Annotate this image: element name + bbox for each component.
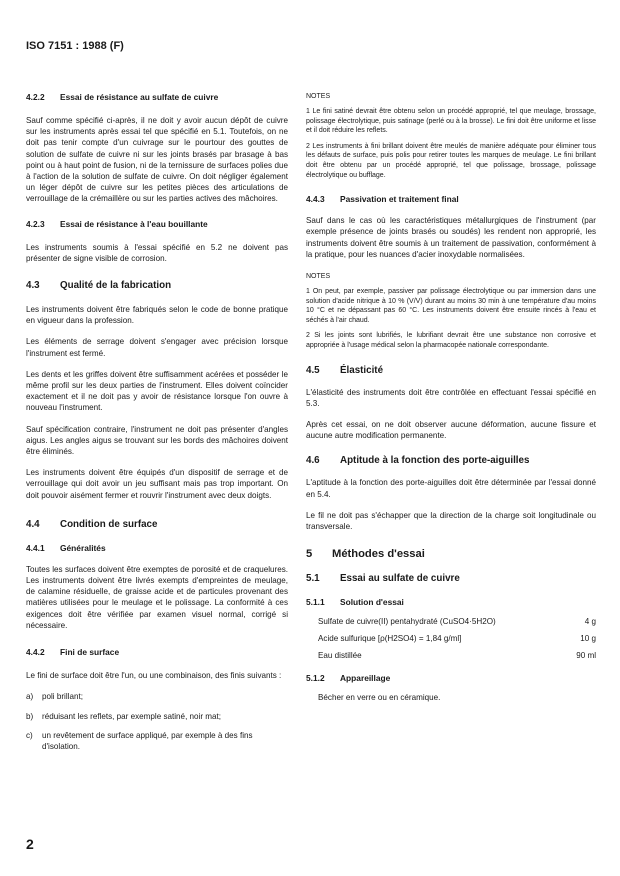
surface-finish-list: [26, 691, 288, 752]
reagent-list: [306, 616, 596, 661]
section-4-3-paragraph-3: Les dents et les griffes doivent être suffisamment acérées et posséder le même profil sur les deux parties de l'instrument. Elles doivent coïncider exactement et il ne doit pas y avoir de résistance lorsque l'on ouvre à nouveau l'instrument.: [26, 369, 288, 413]
section-4-5-paragraph-2: Après cet essai, on ne doit observer aucune déformation, aucune fissure et aucune autre modification permanente.: [306, 419, 596, 441]
section-5-1-2-paragraph: Bécher en verre ou en céramique.: [318, 693, 441, 703]
section-5-1-heading: 5.1 Essai au sulfate de cuivre: [306, 573, 460, 585]
note-1: 1 Le fini satiné devrait être obtenu selon un procédé approprié, tel que meulage, brossage, polissage électrolytique, puis satinage (perlé ou à la brosse). Le fini doit être uniforme et lisse et il doit réduire les reflets.: [306, 108, 596, 135]
left-column: [26, 92, 288, 752]
section-4-4-3-heading: 4.4.3 Passivation et traitement final: [306, 194, 459, 205]
list-item: b) réduisant les reflets, par exemple satiné, noir mat;: [26, 711, 222, 721]
section-5-1-1-heading: 5.1.1 Solution d'essai: [306, 597, 404, 608]
note-2: 2 Si les joints sont lubrifiés, le lubrifiant devrait être une substance non corrosive et appropriée à l'usage médical selon la pharmacopée nationale correspondante.: [306, 332, 596, 349]
reagent-row: Eau distillée 90 ml: [318, 651, 596, 661]
section-4-4-heading: 4.4 Condition de surface: [26, 518, 158, 530]
section-4-2-3-paragraph: Les instruments soumis à l'essai spécifié en 5.2 ne doivent pas présenter de signe visible de corrosion.: [26, 242, 288, 263]
right-column: [306, 92, 596, 703]
list-item: a) poli brillant;: [26, 692, 83, 702]
section-4-3-heading: 4.3 Qualité de la fabrication: [26, 280, 172, 292]
section-5-heading: 5 Méthodes d'essai: [306, 548, 425, 561]
reagent-row: Sulfate de cuivre(II) pentahydraté (CuSO4·5H2O) 4 g: [318, 617, 596, 627]
reagent-row: Acide sulfurique [ρ(H2SO4) = 1,84 g/ml] 10 g: [318, 634, 596, 644]
section-4-6-heading: 4.6 Aptitude à la fonction des porte-aiguilles: [306, 455, 530, 467]
notes-heading: NOTES: [306, 93, 331, 100]
list-item: c) un revêtement de surface appliqué, par exemple à des fins d'isolation.: [26, 730, 253, 751]
section-4-5-heading: 4.5 Élasticité: [306, 364, 384, 376]
section-4-4-2-paragraph: Le fini de surface doit être l'un, ou une combinaison, des finis suivants :: [26, 671, 282, 681]
section-4-4-2-heading: 4.4.2 Fini de surface: [26, 647, 120, 658]
section-4-3-paragraph-5: Les instruments doivent être équipés d'un dispositif de serrage et de verrouillage qui doit avoir un jeu suffisant mais pas trop important. On doit pouvoir aisément fermer et rouvrir l'instrument avec deux doigts.: [26, 468, 288, 500]
notes-heading: NOTES: [306, 272, 331, 280]
section-4-6-paragraph-1: L'aptitude à la fonction des porte-aiguilles doit être déterminée par l'essai donné en 5.4.: [306, 478, 596, 499]
section-4-3-paragraph-4: Sauf spécification contraire, l'instrument ne doit pas présenter d'angles aigus. Les angles aigus se trouvant sur les bords des mâchoires doivent être éliminés.: [26, 424, 288, 457]
section-4-6-paragraph-2: Le fil ne doit pas s'échapper que la direction de la charge soit longitudinale ou transversale.: [306, 510, 596, 531]
section-4-4-1-heading: 4.4.1 Généralités: [26, 542, 106, 553]
section-4-3-paragraph-2: Les éléments de serrage doivent s'engager avec précision lorsque l'instrument est fermé.: [26, 337, 288, 358]
note-2: 2 Les instruments à fini brillant doivent être meulés de manière adéquate pour éliminer tous les défauts de surface, puis polis pour retirer toutes les marques de meulage. Le fini brillant doit être obtenu par un procédé approprié, tel que polissage, brossage, polissage électrolytique ou bufflage.: [306, 142, 596, 179]
section-4-2-3-heading: 4.2.3 Essai de résistance à l'eau bouillante: [26, 218, 208, 229]
section-4-3-paragraph-1: Les instruments doivent être fabriqués selon le code de bonne pratique en vigueur dans la profession.: [26, 305, 288, 326]
section-4-2-2-heading: 4.2.2 Essai de résistance au sulfate de cuivre: [26, 92, 219, 102]
section-5-1-2-heading: 5.1.2 Appareillage: [306, 673, 391, 684]
document-header: ISO 7151 : 1988 (F): [26, 40, 124, 52]
section-4-4-1-paragraph: Toutes les surfaces doivent être exemptes de porosité et de craquelures. Les instruments doivent être livrés exempts d'empreintes de meulage, de calamine résiduelle, de graisse acide et de particules provenant des matières utilisées pour le meulage et le polissage. La conformité à ces exigences doit être vérifiée par examen visuel normal, corrigé si nécessaire.: [26, 564, 288, 630]
page-number: 2: [26, 836, 34, 852]
section-4-5-paragraph-1: L'élasticité des instruments doit être contrôlée en effectuant l'essai spécifié en 5.3.: [306, 387, 596, 408]
section-4-2-2-paragraph: Sauf comme spécifié ci-après, il ne doit y avoir aucun dépôt de cuivre sur les instruments après essai tel que spécifié en 5.1. Toutefois, on ne doit pas tenir compte d'un cuivrage sur le pourtour des gouttes de solution de sulfate de cuivre ni sur les joints brasés par brasage à bas point ou à haut point de fusion, ni de la ternissure de surfaces polies due à l'action de la solution de sulfate de cuivre. On doit négliger également un léger dépôt de cuivre sur les petites pièces des articulations de verrouillage de la crémaillère ou sur les parties actives des mâchoires.: [26, 116, 288, 204]
note-1: 1 On peut, par exemple, passiver par polissage électrolytique ou par immersion dans une solution d'acide nitrique à 10 % (V/V) durant au moins 30 min à une température d'au moins 10 °C et ne dépassant pas 60 °C. Les instruments doivent être ensuite rincés à l'eau et séchés à l'air chaud.: [306, 287, 596, 324]
section-4-4-3-paragraph: Sauf dans le cas où les caractéristiques métallurgiques de l'instrument (par exemple présence de joints brasés ou soudés) les rendent non approprié, les instruments doivent être soumis à un traitement de passivation, conformément à la pratique, pour les nuances d'acier inoxydable normalisées.: [306, 216, 596, 259]
